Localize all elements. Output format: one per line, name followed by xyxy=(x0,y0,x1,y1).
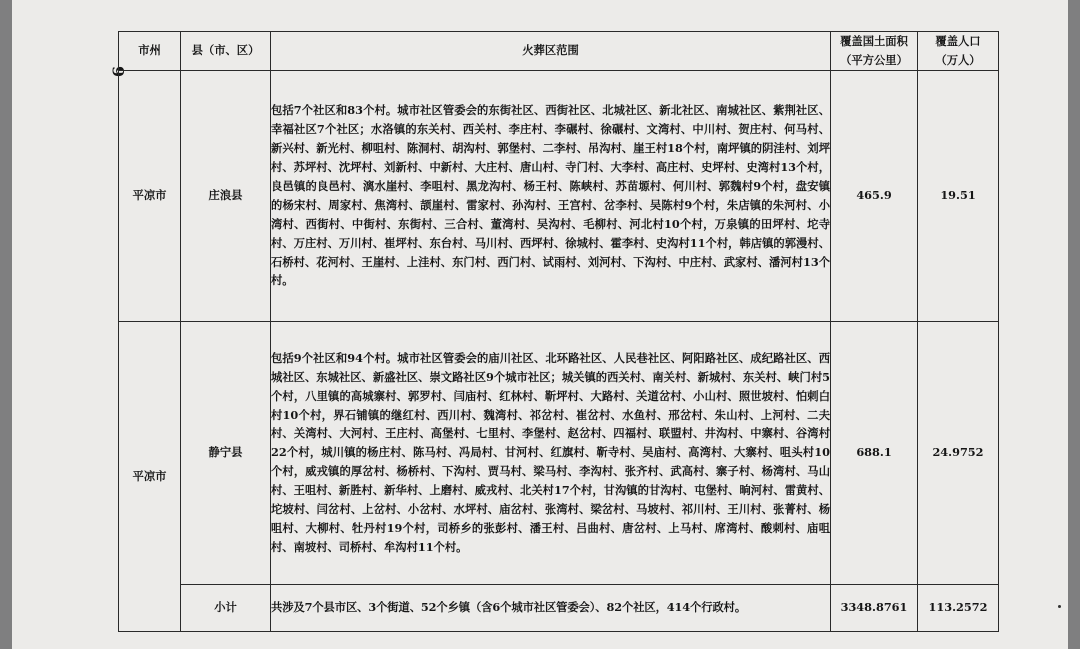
row-city: 平凉市 xyxy=(119,321,181,631)
row-county: 静宁县 xyxy=(181,321,271,584)
subtotal-population: 113.2572 xyxy=(918,584,999,631)
table-row xyxy=(119,70,999,321)
table-header-row xyxy=(119,32,999,71)
scan-speck xyxy=(1058,605,1061,608)
row-county: 庄浪县 xyxy=(181,70,271,321)
row-area: 465.9 xyxy=(831,70,918,321)
header-city: 市州 xyxy=(119,32,181,71)
row-range: 包括9个社区和94个村。城市社区管委会的庙川社区、北环路社区、人民巷社区、阿阳路社区、成纪路社区、西城社区、东城社区、新盛社区、崇文路社区9个城市社区；城关镇的西关村、南关村、新城村、东关村、峡门村5个村，八里镇的高城寨村、郭罗村、闫庙村、红林村、靳坪村、大路村、关道岔村、小山村、照世坡村、怕剌白村10个村，界石铺镇的继红村、西川村、魏湾村、祁岔村、崔岔村、水鱼村、邢岔村、朱山村、上河村、二夫村、关湾村、大河村、王庄村、高堡村、七里村、李堡村、赵岔村、四福村、联盟村、井沟村、中寨村、谷湾村22个村，城川镇的杨庄村、陈马村、冯局村、甘河村、红旗村、靳寺村、吴庙村、高湾村、大寨村、咀头村10个村，威戎镇的厚岔村、杨桥村、下沟村、贾马村、梁马村、李沟村、张齐村、武高村、寨子村、杨湾村、马山村、王咀村、新胜村、新华村、上磨村、威戎村、北关村17个村，甘沟镇的甘沟村、屯堡村、晌河村、雷黄村、坨坡村、闫岔村、上岔村、小岔村、水坪村、庙岔村、张湾村、梁岔村、马坡村、祁川村、王川村、张菁村、杨咀村、大柳村、牡丹村19个村，司桥乡的张彭村、潘王村、吕曲村、唐岔村、上马村、席湾村、酸刺村、庙咀村、南坡村、司桥村、牟沟村11个村。 xyxy=(271,321,831,584)
header-area-line1: 覆盖国土面积 xyxy=(840,34,908,48)
row-range: 包括7个社区和83个村。城市社区管委会的东街社区、西街社区、北城社区、新北社区、南城社区、紫荆社区、幸福社区7个社区；水洛镇的东关村、西关村、李庄村、李碾村、徐碾村、文湾村、中川村、贺庄村、何马村、新兴村、新光村、柳咀村、陈洞村、胡沟村、郭堡村、二李村、吊沟村、崖王村18个村，南坪镇的阴洼村、刘坪村、苏坪村、沈坪村、刘新村、中新村、大庄村、唐山村、寺门村、大李村、高庄村、史坪村、史湾村13个村，良邑镇的良邑村、漓水崖村、李咀村、黑龙沟村、杨王村、陈峡村、苏苗塬村、何川村、郭魏村9个村，盘安镇的杨宋村、周家村、焦湾村、颉崖村、雷家村、孙沟村、王宫村、岔李村、吴陈村9个村，朱店镇的朱河村、小湾村、西街村、中街村、东街村、三合村、董湾村、吴沟村、毛柳村、河北村10个村，万泉镇的田坪村、坨寺村、万庄村、万川村、崔坪村、东台村、马川村、西坪村、徐城村、霍李村、史沟村11个村，韩店镇的郭漫村、石桥村、花河村、王崖村、上洼村、东门村、西门村、试雨村、刘河村、下沟村、中庄村、武家村、潘河村13个村。 xyxy=(271,70,831,321)
subtotal-row xyxy=(119,584,999,631)
row-population: 19.51 xyxy=(918,70,999,321)
cremation-zone-table xyxy=(118,31,999,632)
row-population: 24.9752 xyxy=(918,321,999,584)
header-county: 县（市、区） xyxy=(181,32,271,71)
header-population xyxy=(918,32,999,71)
row-city: 平凉市 xyxy=(119,70,181,321)
header-area-line2: （平方公里） xyxy=(840,52,908,67)
subtotal-area: 3348.8761 xyxy=(831,584,918,631)
header-area xyxy=(831,32,918,71)
row-area: 688.1 xyxy=(831,321,918,584)
table-row xyxy=(119,321,999,584)
header-range: 火葬区范围 xyxy=(271,32,831,71)
header-pop-line2: （万人） xyxy=(935,52,981,67)
page-number: 6 xyxy=(109,46,133,95)
header-pop-line1: 覆盖人口 xyxy=(935,34,981,48)
subtotal-label: 小计 xyxy=(181,584,271,631)
subtotal-text: 共涉及7个县市区、3个街道、52个乡镇（含6个城市社区管委会）、82个社区，414个行政村。 xyxy=(271,584,831,631)
